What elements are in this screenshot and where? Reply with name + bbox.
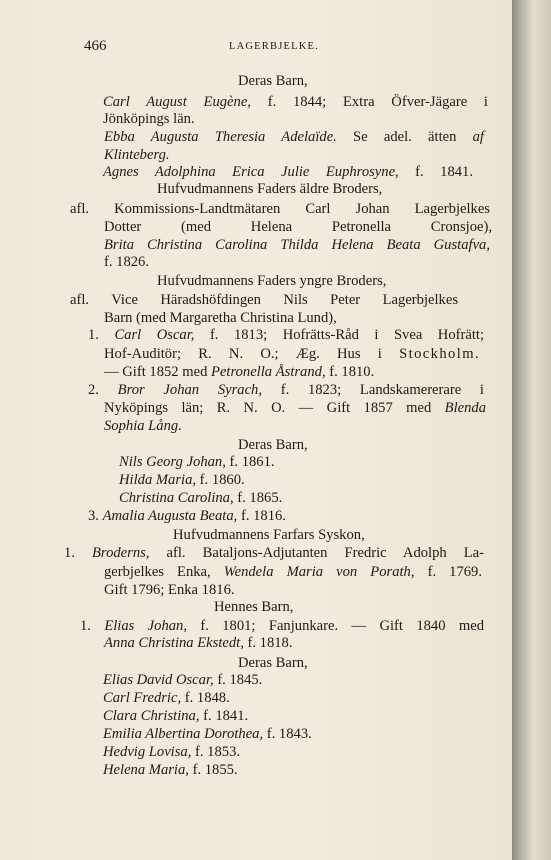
plain-text: f. 1826. (104, 254, 149, 270)
plain-text: 1. (88, 327, 115, 343)
italic-name: Carl Fredric, (103, 690, 182, 706)
text-line (88, 507, 286, 525)
text-line (238, 436, 308, 454)
text-line (119, 489, 282, 507)
italic-name: Carl Oscar, (114, 327, 195, 343)
plain-text: Hennes Barn, (214, 599, 294, 615)
plain-text: f. 1823; Landskamererare i (262, 382, 484, 398)
italic-name: Christina Carolina, (119, 490, 234, 506)
text-line (104, 128, 484, 146)
text-line (103, 110, 195, 128)
book-gutter (512, 0, 551, 860)
plain-text: 3. (88, 508, 103, 524)
page-number: 466 (84, 38, 107, 54)
text-line (103, 743, 240, 761)
italic-name: Broderns, (92, 545, 150, 561)
plain-text: Deras Barn, (238, 437, 308, 453)
plain-text: afl. Kommissions-Landtmätaren Carl Johan Lagerbjelkes (70, 201, 490, 217)
plain-text: f. 1865. (233, 490, 283, 506)
text-line (104, 417, 182, 435)
text-line (103, 689, 230, 707)
plain-text: f. 1818. (243, 635, 293, 651)
text-line (104, 563, 482, 581)
italic-name: af (472, 129, 484, 145)
plain-text: Se adel. ätten (336, 129, 473, 145)
italic-name: Carl August Eugène, (103, 94, 251, 110)
plain-text: f. 1844; Extra Öfver-Jägare i (250, 94, 488, 110)
text-line (103, 707, 248, 725)
italic-name: Clara Christina, (103, 708, 200, 724)
text-line (119, 453, 275, 471)
text-line (104, 236, 490, 254)
plain-text: afl. Vice Häradshöfdingen Nils Peter Lagerbjelkes (70, 292, 458, 308)
italic-name: Sophia Lång. (104, 418, 182, 434)
italic-name: Brita Christina Carolina Thilda Helena Beata Gustafva, (104, 237, 490, 253)
italic-name: Wendela Maria von Porath, (223, 564, 415, 580)
italic-name: Elias David Oscar, (103, 672, 214, 688)
plain-text: f. 1841. (398, 164, 473, 180)
plain-text: 2. (88, 382, 118, 398)
text-line (70, 200, 490, 218)
text-line (103, 163, 473, 181)
italic-name: Elias Johan, (104, 618, 187, 634)
italic-name: Klinteberg. (104, 147, 170, 163)
plain-text: f. 1855. (188, 762, 238, 778)
text-line (214, 598, 293, 616)
text-line (104, 309, 337, 327)
italic-name: Emilia Albertina Dorothea, (103, 726, 264, 742)
plain-text: f. 1801; Fanjunkare. — Gift 1840 med (187, 618, 484, 634)
plain-text: Hof-Auditör; R. N. O.; Æg. Hus i (104, 346, 400, 362)
text-line (104, 363, 374, 381)
italic-name: Ebba Augusta Theresia Adelaïde. (104, 129, 337, 145)
plain-text: Gift 1796; Enka 1816. (104, 582, 235, 598)
text-line (70, 291, 458, 309)
text-line (103, 93, 488, 111)
plain-text: f. 1860. (196, 472, 245, 488)
text-line (238, 72, 308, 90)
text-line (157, 180, 382, 198)
text-line (104, 146, 170, 164)
text-line (64, 544, 484, 562)
text-line (104, 634, 293, 652)
plain-text: 1. (64, 545, 93, 561)
text-line (104, 253, 149, 271)
plain-text: f. 1853. (191, 744, 241, 760)
plain-text: f. 1769. (414, 564, 483, 580)
text-line (104, 345, 480, 363)
text-line (238, 654, 308, 672)
plain-text: f. 1843. (263, 726, 312, 742)
text-line (157, 272, 386, 290)
plain-text: Stockholm. (399, 346, 480, 362)
italic-name: Amalia Augusta Beata, (102, 508, 238, 524)
italic-name: Petronella Åstrand, (211, 364, 326, 380)
italic-name: Bror Johan Syrach, (117, 382, 262, 398)
plain-text: 1. (80, 618, 105, 634)
text-line (104, 399, 486, 417)
plain-text: Jönköpings län. (103, 111, 195, 127)
italic-name: Anna Christina Ekstedt, (104, 635, 244, 651)
text-line (103, 671, 262, 689)
plain-text: f. 1810. (325, 364, 375, 380)
plain-text: f. 1816. (237, 508, 286, 524)
italic-name: Hedvig Lovisa, (103, 744, 192, 760)
text-line (88, 381, 484, 399)
plain-text: Dotter (med Helena Petronella Cronsjoe), (104, 219, 492, 235)
plain-text: f. 1861. (225, 454, 275, 470)
plain-text: Hufvudmannens Faders yngre Broders, (157, 273, 387, 289)
italic-name: Blenda (444, 400, 486, 416)
text-line (80, 617, 484, 635)
plain-text: Deras Barn, (238, 73, 308, 89)
plain-text: Hufvudmannens Faders äldre Broders, (157, 181, 383, 197)
plain-text: f. 1813; Hofrätts-Råd i Svea Hofrätt; (194, 327, 485, 343)
running-title: LAGERBJELKE. (229, 41, 319, 52)
plain-text: Nyköpings län; R. N. O. — Gift 1857 med (104, 400, 445, 416)
italic-name: Hilda Maria, (119, 472, 197, 488)
plain-text: Barn (med Margaretha Christina Lund), (104, 310, 337, 326)
plain-text: f. 1845. (213, 672, 263, 688)
text-line (103, 725, 312, 743)
plain-text: f. 1848. (181, 690, 230, 706)
plain-text: — Gift 1852 med (104, 364, 212, 380)
text-line (173, 526, 365, 544)
plain-text: Hufvudmannens Farfars Syskon, (173, 527, 365, 543)
plain-text: afl. Bataljons-Adjutanten Fredric Adolph La- (149, 545, 485, 561)
italic-name: Helena Maria, (103, 762, 189, 778)
plain-text: gerbjelkes Enka, (104, 564, 224, 580)
italic-name: Nils Georg Johan, (119, 454, 226, 470)
text-line (103, 761, 238, 779)
text-line (119, 471, 245, 489)
plain-text: Deras Barn, (238, 655, 308, 671)
text-line (104, 218, 492, 236)
text-line (88, 326, 484, 344)
plain-text: f. 1841. (199, 708, 249, 724)
text-line (104, 581, 235, 599)
italic-name: Agnes Adolphina Erica Julie Euphrosyne, (103, 164, 399, 180)
